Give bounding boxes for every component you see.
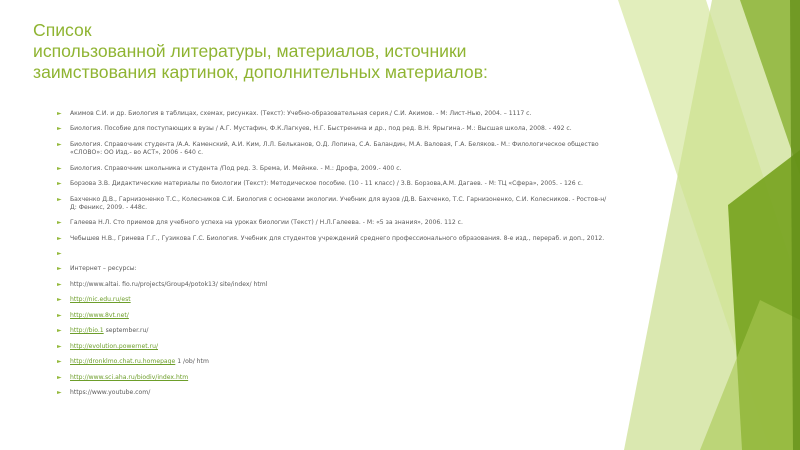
bullet-arrow-icon: ►: [57, 327, 62, 335]
decor-shape-light: [618, 0, 800, 450]
list-item: [56, 389, 608, 397]
list-item: [56, 327, 608, 335]
list-item: [56, 165, 608, 173]
list-item: [56, 343, 608, 351]
reference-link[interactable]: http://dronklmo.chat.ru.homepage: [70, 358, 176, 366]
references-list: [56, 110, 608, 405]
list-item: [56, 180, 608, 188]
bullet-arrow-icon: ►: [57, 164, 62, 172]
decor-shape-bottom: [700, 300, 800, 450]
list-item: [56, 196, 608, 212]
decor-shape-mid: [740, 0, 800, 175]
bullet-arrow-icon: ►: [57, 358, 62, 366]
page-title: [33, 20, 593, 83]
decor-shape-edge: [790, 0, 800, 450]
bullet-arrow-icon: ►: [57, 110, 62, 117]
reference-link[interactable]: http://evolution.powernet.ru/: [70, 342, 159, 350]
bullet-arrow-icon: ►: [57, 280, 62, 288]
bullet-arrow-icon: ►: [57, 140, 62, 148]
title-line-2: использованной литературы, материалов, источники: [33, 41, 467, 61]
list-item: [56, 110, 608, 118]
bullet-arrow-icon: ►: [57, 311, 62, 319]
reference-text: Биология. Справочник студента /А.А. Каменский, А.И. Ким, Л.Л. Бельканов, О.Д. Лопина, С.А. Баландин, М.А. Валовая, Г.А. Беляков.- М.: Филологическое общество «СЛОВО»: ОО Изд.- во АСТ», 2006 - 640 с.: [70, 140, 599, 157]
reference-url: https://www.youtube.com/: [70, 389, 151, 397]
reference-link[interactable]: http://nic.edu.ru/est: [70, 296, 131, 304]
list-item: [56, 358, 608, 366]
bullet-arrow-icon: ►: [57, 250, 62, 258]
bullet-arrow-icon: ►: [57, 265, 62, 273]
reference-text: Галеева Н.Л. Сто приемов для учебного успеха на уроках биологии (Текст) / Н.Л.Галеева. - М: «5 за знания», 2006. 112 с.: [70, 219, 463, 227]
list-item: [56, 312, 608, 320]
decor-shape-dark: [728, 150, 800, 450]
list-item: [56, 296, 608, 304]
reference-url: http://www.altai. fio.ru/projects/Group4/potok13/ site/index/ html: [70, 280, 268, 288]
reference-link[interactable]: http://www.8vt.net/: [70, 311, 129, 319]
list-item: [56, 141, 608, 157]
reference-text: Биология. Пособие для поступающих в вузы / А.Г. Мустафин, Ф.К.Лагкуев, Н.Г. Быстренина и др., под ред. В.Н. Ярыгина.- М.: Высшая школа, 2008. - 492 с.: [70, 125, 572, 133]
list-item-empty: [56, 250, 608, 258]
internet-resources-heading: Интернет – ресурсы:: [70, 265, 137, 273]
reference-text: Чебышев Н.В., Гринева Г.Г., Гузикова Г.С. Биология. Учебник для студентов учреждений среднего профессионального образования. 8-е изд., перераб. и доп., 2012.: [70, 234, 605, 242]
bullet-arrow-icon: ►: [57, 125, 62, 133]
list-item: [56, 265, 608, 273]
reference-link[interactable]: http://www.sci.aha.ru/biodiv/index.htm: [70, 373, 189, 381]
reference-text: Бахченко Д.В., Гарнизоненко Т.С., Колесников С.И. Биология с основами экологии. Учебник для вузов /Д.В. Бахченко, Т.С. Гарнизоненко, С.И. Колесников. - Ростов-н/Д: Феникс, 2009. - 448с.: [70, 195, 607, 211]
list-item: [56, 125, 608, 133]
list-item: [56, 219, 608, 227]
bullet-arrow-icon: ►: [57, 180, 62, 188]
reference-link-tail: 1 /ob/ htm: [175, 358, 209, 366]
bullet-arrow-icon: ►: [57, 195, 62, 203]
bullet-arrow-icon: ►: [57, 234, 62, 242]
reference-link[interactable]: http://bio.1: [70, 327, 104, 335]
list-item: [56, 281, 608, 289]
bullet-arrow-icon: ►: [57, 219, 62, 227]
title-line-3: заимствования картинок, дополнительных материалов:: [33, 62, 488, 82]
list-item: [56, 235, 608, 243]
bullet-arrow-icon: ►: [57, 373, 62, 381]
reference-text: Биология. Справочник школьника и студента /Под ред. З. Брема, И. Мейнке. - М.: Дрофа, 2009.- 400 с.: [70, 164, 402, 172]
bullet-arrow-icon: ►: [57, 342, 62, 350]
decor-shape-back: [624, 0, 800, 450]
reference-text: Акимов С.И. и др. Биология в таблицах, схемах, рисунках. (Текст): Учебно-образовательная серия./ С.И. Акимов. - М: Лист-Нью, 2004. – 1117 с.: [70, 110, 532, 117]
list-item: [56, 374, 608, 382]
reference-link-tail: september.ru/: [103, 327, 149, 335]
bullet-arrow-icon: ►: [57, 389, 62, 397]
bullet-arrow-icon: ►: [57, 296, 62, 304]
reference-text: Борзова З.В. Дидактические материалы по биологии (Текст): Методическое пособие. (10 - 11 класс) / З.В. Борзова,А.М. Дагаев. - М: ТЦ «Сфера», 2005. - 126 с.: [70, 180, 583, 188]
title-line-1: Список: [33, 20, 92, 40]
